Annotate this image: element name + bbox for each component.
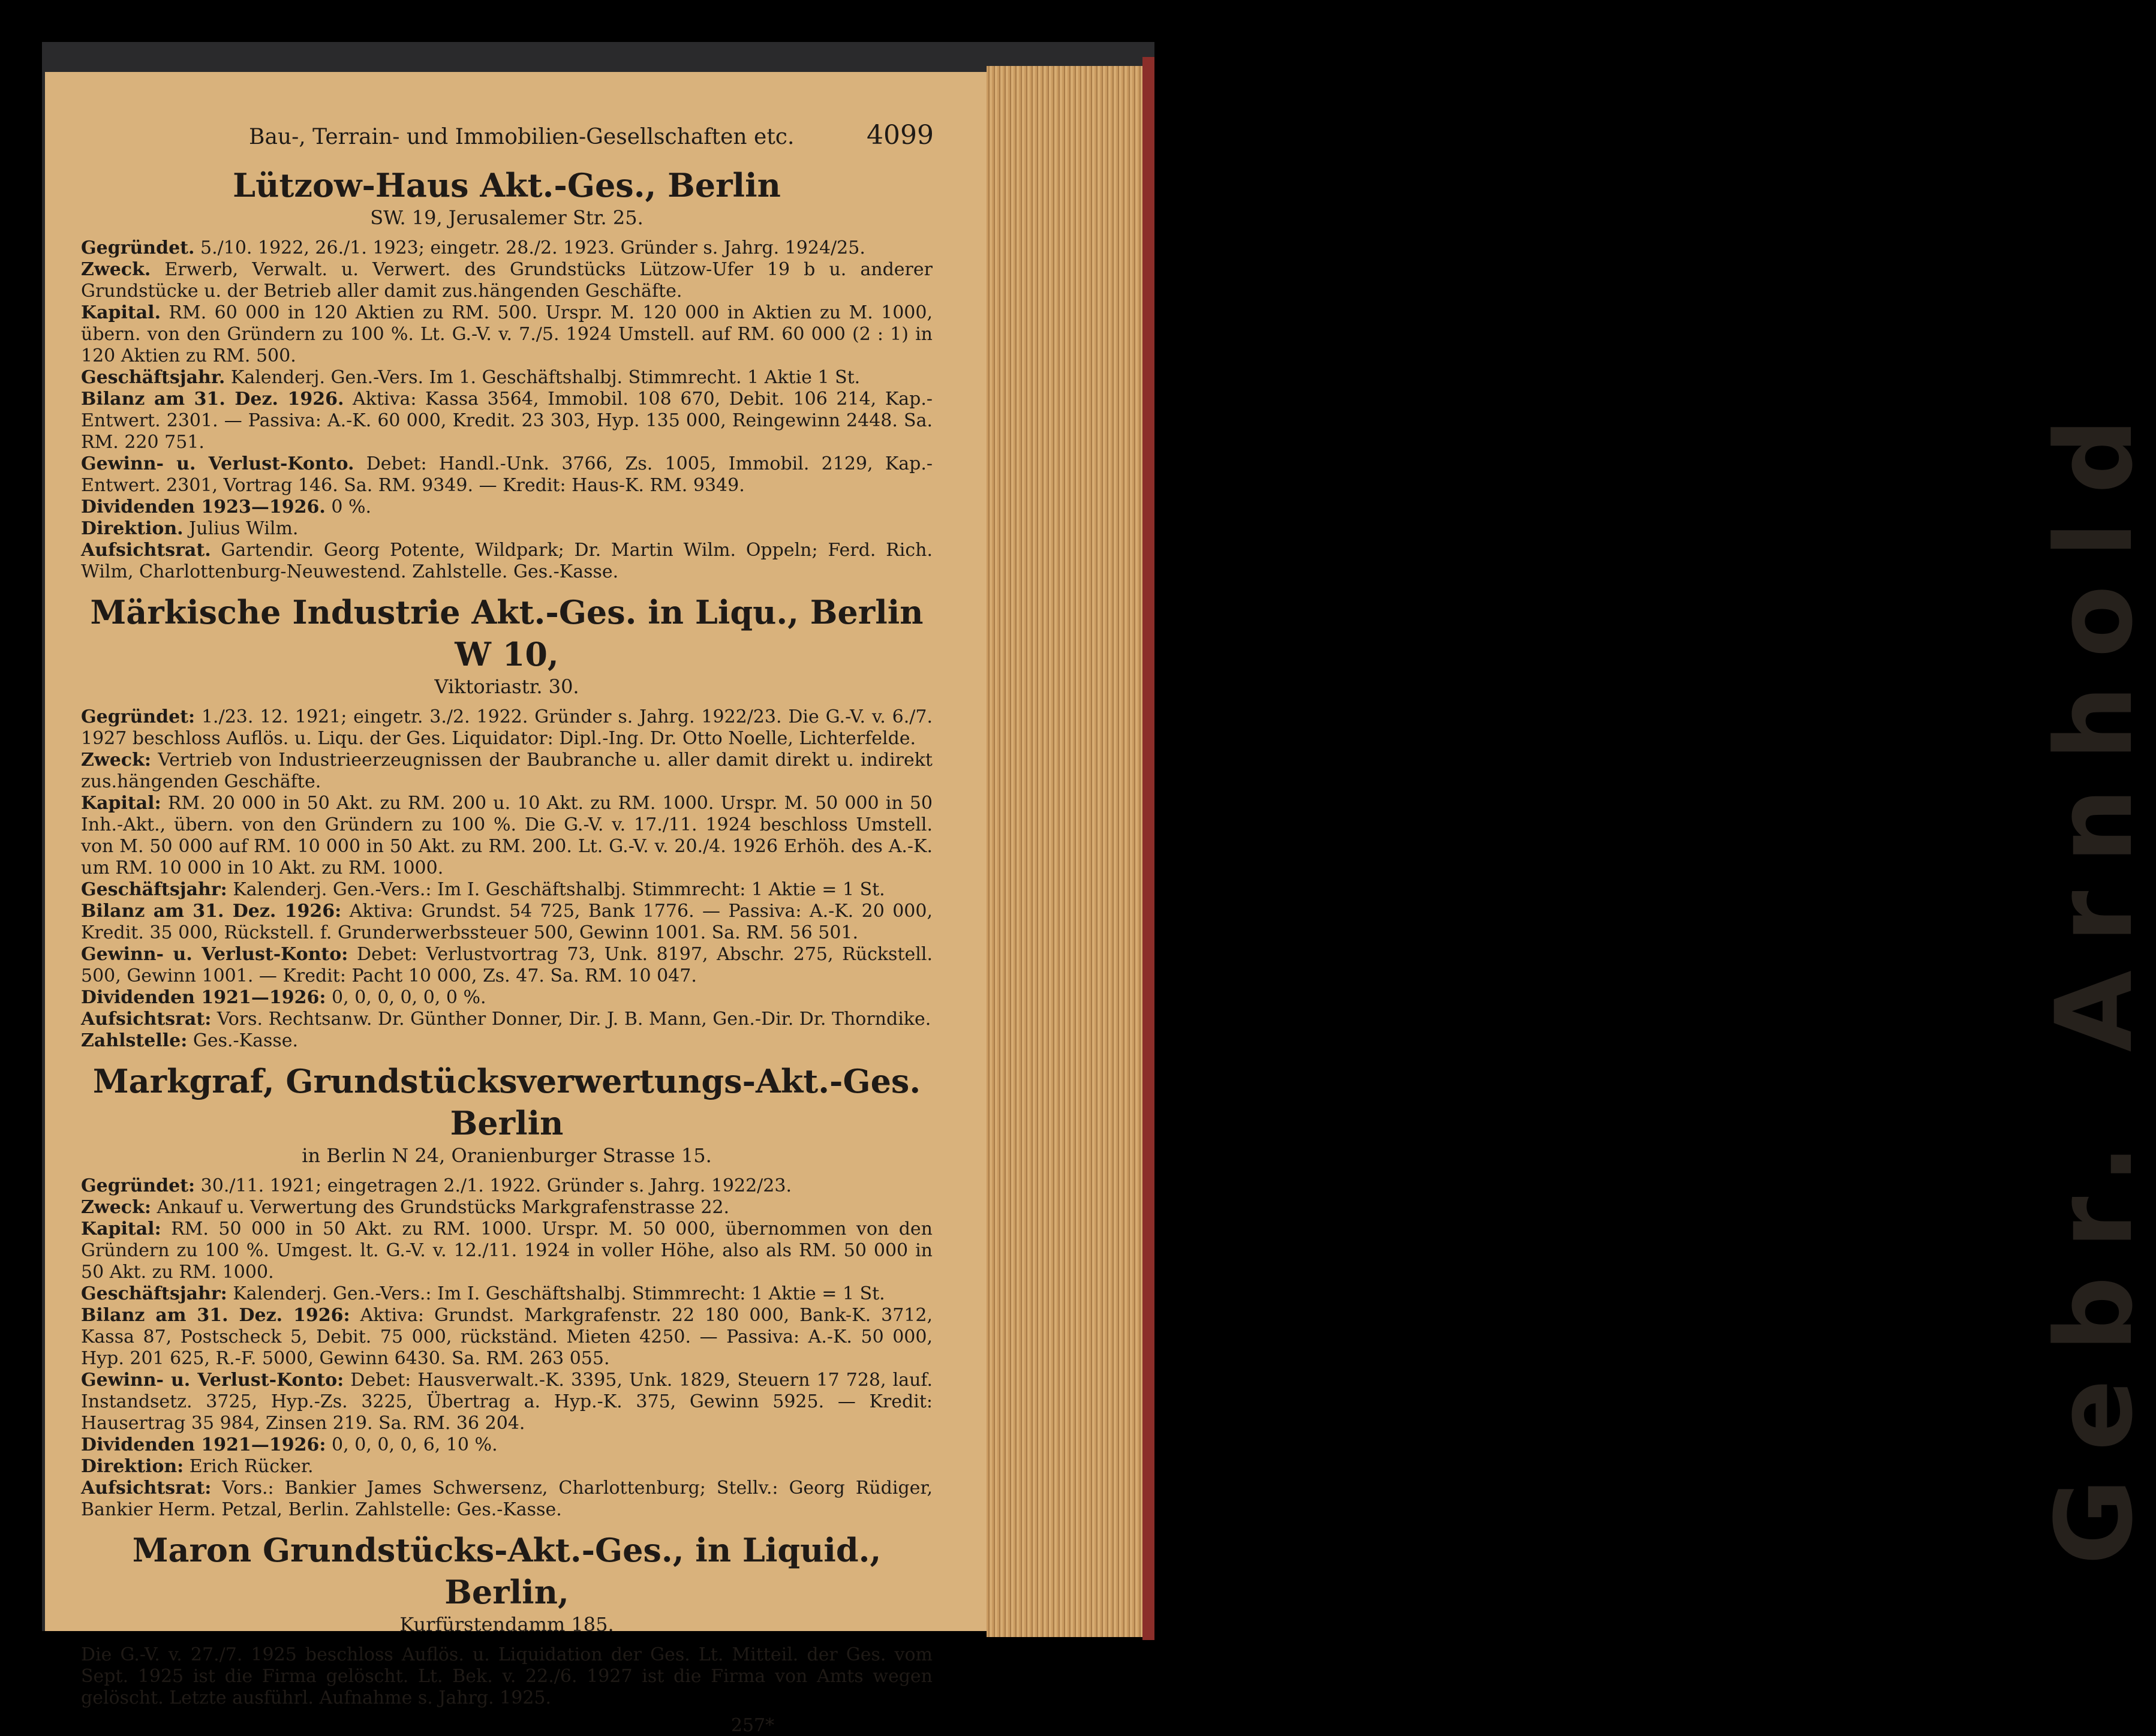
entry-label: Gewinn- u. Verlust-Konto. [81,453,354,474]
entry-label: Bilanz am 31. Dez. 1926: [81,901,342,922]
entry-label: Aufsichtsrat. [81,540,211,561]
page-number: 4099 [867,120,934,151]
entry-paragraph [81,1197,933,1218]
company-name: Lützow-Haus Akt.-Ges., Berlin [233,166,781,204]
company-name: Maron Grundstücks-Akt.-Ges., in Liquid., Berlin, [132,1531,882,1611]
entry-paragraph [81,540,933,583]
entry-text: Ges.-Kasse. [187,1030,299,1051]
entry-label: Geschäftsjahr: [81,879,227,900]
entry-label: Zweck: [81,750,151,771]
entry-paragraph [81,497,933,518]
entry-text: Kalenderj. Gen.-Vers. Im 1. Geschäftshalbj. Stimmrecht. 1 Aktie 1 St. [225,367,861,388]
signature-mark: 257* [730,1715,775,1736]
entry-text: Kalenderj. Gen.-Vers.: Im I. Geschäftshalbj. Stimmrecht: 1 Aktie = 1 St. [227,1283,885,1304]
entry-paragraph [81,750,933,793]
entry-text: 0, 0, 0, 0, 6, 10 %. [326,1434,498,1455]
entry-label: Gegründet: [81,1175,196,1196]
entry-label: Kapital: [81,1218,161,1239]
company-address: Viktoriastr. 30. [434,675,579,698]
entry-paragraph [81,1009,933,1030]
entry-text: RM. 50 000 in 50 Akt. zu RM. 1000. Urspr. M. 50 000, übernommen von den Gründern zu 100 %. Umgest. lt. G.-V. v. 12./11. 1924 in voller Höhe, also als RM. 50 000 in 50 Akt. zu RM. 1000. [81,1218,933,1283]
company-section [81,1060,933,1521]
entry-text: RM. 20 000 in 50 Akt. zu RM. 200 u. 10 Akt. zu RM. 1000. Urspr. M. 50 000 in 50 Inh.-Akt., übern. von den Gründern zu 100 %. Die G.-V. v. 17./11. 1924 beschloss Umstell. von M. 50 000 auf RM. 10 000 in 50 Akt. zu RM. 200. Lt. G.-V. v. 20./4. 1926 Erhöh. des A.-K. um RM. 10 000 in 10 Akt. zu RM. 1000. [81,793,933,878]
entry-label: Bilanz am 31. Dez. 1926: [81,1305,350,1326]
entry-text: 1./23. 12. 1921; eingetr. 3./2. 1922. Gründer s. Jahrg. 1922/23. Die G.-V. v. 6./7. 1927 beschloss Auflös. u. Liqu. der Ges. Liquidator: Dipl.-Ing. Dr. Otto Noelle, Lichterfelde. [81,706,933,749]
entry-label: Zahlstelle: [81,1030,188,1051]
entry-paragraph [81,367,933,389]
company-section [81,164,933,583]
entry-label: Direktion: [81,1456,184,1477]
entry-paragraph [81,1305,933,1370]
company-name: Markgraf, Grundstücksverwertungs-Akt.-Ges. Berlin [92,1062,921,1142]
entry-text: Die G.-V. v. 27./7. 1925 beschloss Auflös. u. Liquidation der Ges. Lt. Mitteil. der Ges. vom Sept. 1925 ist die Firma gelöscht. Lt. Bek. v. 22./6. 1927 ist die Firma von Amts wegen gelöscht. Letzte ausführl. Aufnahme s. Jahrg. 1925. [81,1644,933,1708]
entry-text: Aktiva: Grundst. 54 725, Bank 1776. — Passiva: A.-K. 20 000, Kredit. 35 000, Rückstell. f. Grunderwerbssteuer 500, Gewinn 1001. Sa. RM. 56 501. [81,901,933,943]
edge-stamp: Gebr. Arnhold [2033,390,2156,1565]
entry-paragraph [81,944,933,987]
company-section [81,591,933,1052]
entry-text: Vertrieb von Industrieerzeugnissen der Baubranche u. aller damit direkt u. indirekt zus.hängenden Geschäfte. [81,750,933,792]
entry-text: Debet: Verlustvortrag 73, Unk. 8197, Abschr. 275, Rückstell. 500, Gewinn 1001. — Kredit: Pacht 10 000, Zs. 47. Sa. RM. 10 047. [81,944,933,986]
entry-text: Vors. Rechtsanw. Dr. Günther Donner, Dir. J. B. Mann, Gen.-Dir. Dr. Thorndike. [211,1009,931,1030]
company-name: Märkische Industrie Akt.-Ges. in Liqu., Berlin W 10, [90,593,924,673]
company-section [81,1529,933,1709]
entry-label: Gewinn- u. Verlust-Konto: [81,1370,344,1391]
entry-text: 30./11. 1921; eingetragen 2./1. 1922. Gründer s. Jahrg. 1922/23. [195,1175,792,1196]
company-address: Kurfürstendamm 185. [399,1613,614,1636]
entry-label: Direktion. [81,518,184,539]
entry-paragraph [81,1434,933,1456]
entry-label: Kapital. [81,302,161,323]
entry-label: Bilanz am 31. Dez. 1926. [81,389,344,410]
entry-label: Zweck. [81,259,151,280]
entry-label: Zweck: [81,1197,151,1218]
entry-paragraph [81,1644,933,1709]
entry-text: Erich Rücker. [184,1456,314,1477]
entry-text: 0, 0, 0, 0, 0, 0 %. [326,987,486,1008]
entry-label: Gegründet: [81,706,196,727]
entry-paragraph [81,1456,933,1478]
entry-paragraph [81,302,933,367]
entry-text: Kalenderj. Gen.-Vers.: Im I. Geschäftshalbj. Stimmrecht: 1 Aktie = 1 St. [227,879,885,900]
entry-paragraph [81,237,933,259]
entry-paragraph [81,1283,933,1305]
entry-text: Julius Wilm. [183,518,299,539]
entry-paragraph [81,1478,933,1521]
text-column [81,114,933,1736]
entry-paragraph [81,453,933,497]
entry-text: Erwerb, Verwalt. u. Verwert. des Grundstücks Lützow-Ufer 19 b u. anderer Grundstücke u. der Betrieb aller damit zus.hängenden Geschäfte. [81,259,933,302]
book-page [45,72,987,1736]
entry-paragraph [81,1030,933,1052]
entry-label: Aufsichtsrat: [81,1009,212,1030]
entry-paragraph [81,259,933,302]
entry-text: RM. 60 000 in 120 Aktien zu RM. 500. Urspr. M. 120 000 in Aktien zu M. 1000, übern. von den Gründern zu 100 %. Lt. G.-V. v. 7./5. 1924 Umstell. auf RM. 60 000 (2 : 1) in 120 Aktien zu RM. 500. [81,302,933,366]
company-address: in Berlin N 24, Oranienburger Strasse 15. [302,1144,712,1167]
entry-text: 0 %. [325,497,372,518]
entry-paragraph [81,1218,933,1283]
entry-text: Debet: Handl.-Unk. 3766, Zs. 1005, Immobil. 2129, Kap.-Entwert. 2301, Vortrag 146. Sa. RM. 9349. — Kredit: Haus-K. RM. 9349. [81,453,933,496]
entry-label: Dividenden 1921—1926: [81,1434,326,1455]
company-list [81,164,933,1709]
entry-text: Gartendir. Georg Potente, Wildpark; Dr. Martin Wilm. Oppeln; Ferd. Rich. Wilm, Charlottenburg-Neuwestend. Zahlstelle. Ges.-Kasse. [81,540,933,582]
entry-label: Geschäftsjahr: [81,1283,227,1304]
entry-paragraph [81,879,933,901]
entry-paragraph [81,987,933,1009]
page-edge [987,66,2156,1637]
entry-text: Ankauf u. Verwertung des Grundstücks Markgrafenstrasse 22. [151,1197,730,1218]
company-address: SW. 19, Jerusalemer Str. 25. [370,206,644,229]
entry-text: Debet: Hausverwalt.-K. 3395, Unk. 1829, Steuern 17 728, lauf. Instandsetz. 3725, Hyp.-Zs. 3225, Übertrag a. Hyp.-K. 375, Gewinn 5925. — Kredit: Hausertrag 35 984, Zinsen 219. Sa. RM. 36 204. [81,1370,933,1434]
entry-paragraph [81,1175,933,1197]
entry-text: 5./10. 1922, 26./1. 1923; eingetr. 28./2. 1923. Gründer s. Jahrg. 1924/25. [194,237,865,258]
entry-paragraph [81,1370,933,1434]
entry-label: Kapital: [81,793,161,814]
entry-label: Gewinn- u. Verlust-Konto: [81,944,348,965]
bookmark-ribbon [1142,57,1154,1640]
entry-paragraph [81,793,933,879]
entry-paragraph [81,389,933,453]
entry-label: Geschäftsjahr. [81,367,225,388]
entry-label: Aufsichtsrat: [81,1478,212,1499]
entry-text: Aktiva: Kassa 3564, Immobil. 108 670, Debit. 106 214, Kap.-Entwert. 2301. — Passiva: A.-K. 60 000, Kredit. 23 303, Hyp. 135 000, Reingewinn 2448. Sa. RM. 220 751. [81,389,933,453]
running-title: Bau-, Terrain- und Immobilien-Gesellschaften etc. [249,125,795,149]
running-header [81,114,933,156]
entry-paragraph [81,706,933,750]
entry-text: Aktiva: Grundst. Markgrafenstr. 22 180 000, Bank-K. 3712, Kassa 87, Postscheck 5, Debit. 75 000, rückständ. Mieten 4250. — Passiva: A.-K. 50 000, Hyp. 201 625, R.-F. 5000, Gewinn 6430. Sa. RM. 263 055. [81,1305,933,1369]
entry-label: Gegründet. [81,237,195,258]
entry-paragraph [81,901,933,944]
entry-paragraph [81,518,933,540]
entry-text: Vors.: Bankier James Schwersenz, Charlottenburg; Stellv.: Georg Rüdiger, Bankier Herm. Petzal, Berlin. Zahlstelle: Ges.-Kasse. [81,1478,933,1520]
entry-label: Dividenden 1921—1926: [81,987,326,1008]
entry-label: Dividenden 1923—1926. [81,497,326,518]
